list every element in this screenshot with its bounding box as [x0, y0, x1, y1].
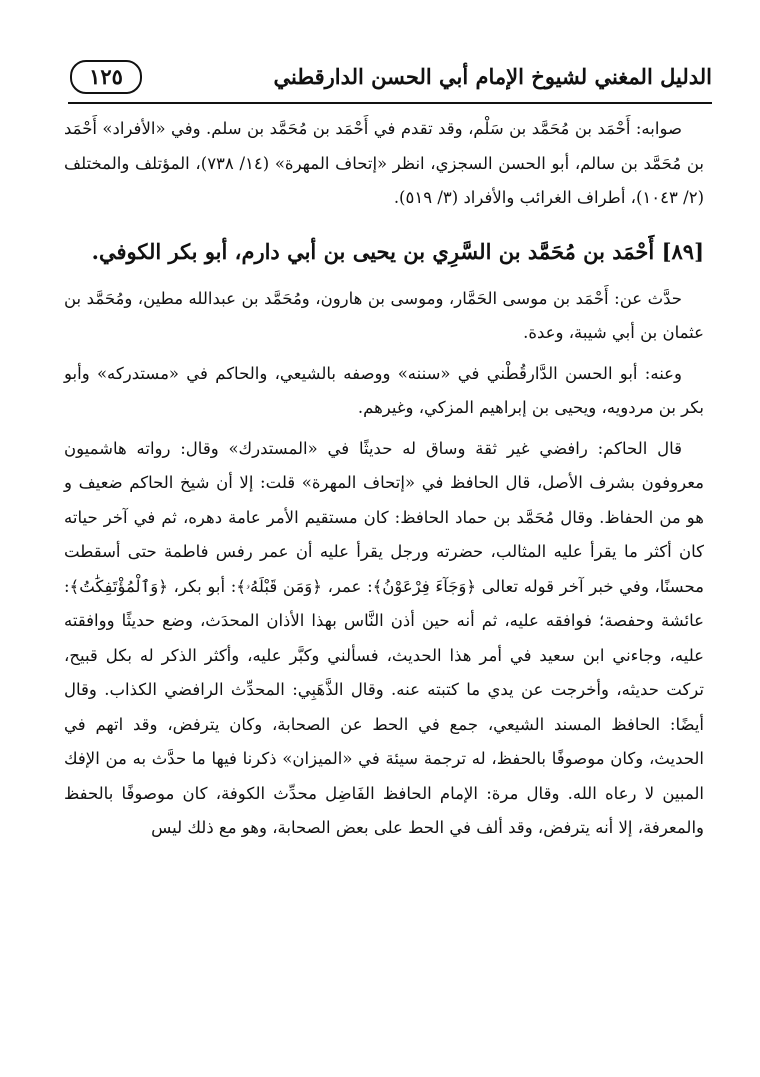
- entry-heading: [٨٩] أَحْمَد بن مُحَمَّد بن السَّرِي بن يحيى بن أبي دارم، أبو بكر الكوفي.: [91, 238, 704, 264]
- page-number: ١٢٥: [70, 60, 142, 94]
- page-body: [64, 112, 704, 846]
- running-header: [68, 58, 712, 104]
- footnote-continuation: صوابه: أَحْمَد بن مُحَمَّد بن سَلْم، وقد تقدم في أَحْمَد بن مُحَمَّد بن سلم. وفي «الأفراد» أَحْمَد بن مُحَمَّد بن سالم، أبو الحسن السجزي، انظر «إتحاف المهرة» (١٤/ ٧٣٨)، المؤتلف والمختلف (٢/ ١٠٤٣)، أطراف الغرائب والأفراد (٣/ ٥١٩).: [64, 119, 704, 207]
- commentary-paragraph: قال الحاكم: رافضي غير ثقة وساق له حديثًا في «المستدرك» وقال: رواته هاشميون معروفون بشرف الأصل، قال الحافظ في «إتحاف المهرة» قلت: إلا أن شيخ الحاكم ضعيف و هو من الحفاظ. وقال مُحَمَّد بن حماد الحافظ: كان مستقيم الأمر عامة دهره، ثم في آخر حياته كان أكثر ما يقرأ عليه المثالب، حضرته ورجل يقرأ عليه أن عمر رفس فاطمة حتى أسقطت محسنًا، وفي خبر آخر قوله تعالى ﴿وَجَآءَ فِرْعَوْنُ﴾: عمر، ﴿وَمَن قَبْلَهُۥ﴾: أبو بكر، ﴿وَٱلْمُؤْتَفِكَٰتُ﴾: عائشة وحفصة؛ فوافقه عليه، ثم أنه حين أذن النَّاس بهذا الأذان المحدَث، وضع حديثًا ووافقته عليه، وجاءني ابن سعيد في أمر هذا الحديث، فسألني وكبَّر عليه، وأكثر الذكر له بكل قبيح، تركت حديثه، وأخرجت عن يدي ما كتبته عنه. وقال الذَّهَبِي: المحدِّث الرافضي الكذاب. وقال أيضًا: الحافظ المسند الشيعي، جمع في الحط عن الصحابة، وكان يترفض، وقد اتهم في الحديث، وكان موصوفًا بالحفظ، له ترجمة سيئة في «الميزان» ذكرنا فيها ما حدَّث به من الإفك المبين لا رعاه الله. وقال مرة: الإمام الحافظ الفَاضِل محدِّث الكوفة، كان موصوفًا بالحفظ والمعرفة، إلا أنه يترفض، وقد ألف في الحط على بعض الصحابة، وهو مع ذلك ليس: [64, 438, 704, 837]
- narrated-from-paragraph: حدَّث عن: أَحْمَد بن موسى الحَمَّار، وموسى بن هارون، ومُحَمَّد بن عبدالله مطين، ومُحَمَّد بن عثمان بن أبي شيبة، وعدة.: [64, 288, 704, 342]
- book-title: الدليل المغني لشيوخ الإمام أبي الحسن الدارقطني: [273, 64, 712, 89]
- narrators-paragraph: وعنه: أبو الحسن الدَّارقُطْني في «سننه» ووصفه بالشيعي، والحاكم في «مستدركه» وأبو بكر بن مردويه، ويحيى بن إبراهيم المزكي، وغيرهم.: [64, 363, 704, 417]
